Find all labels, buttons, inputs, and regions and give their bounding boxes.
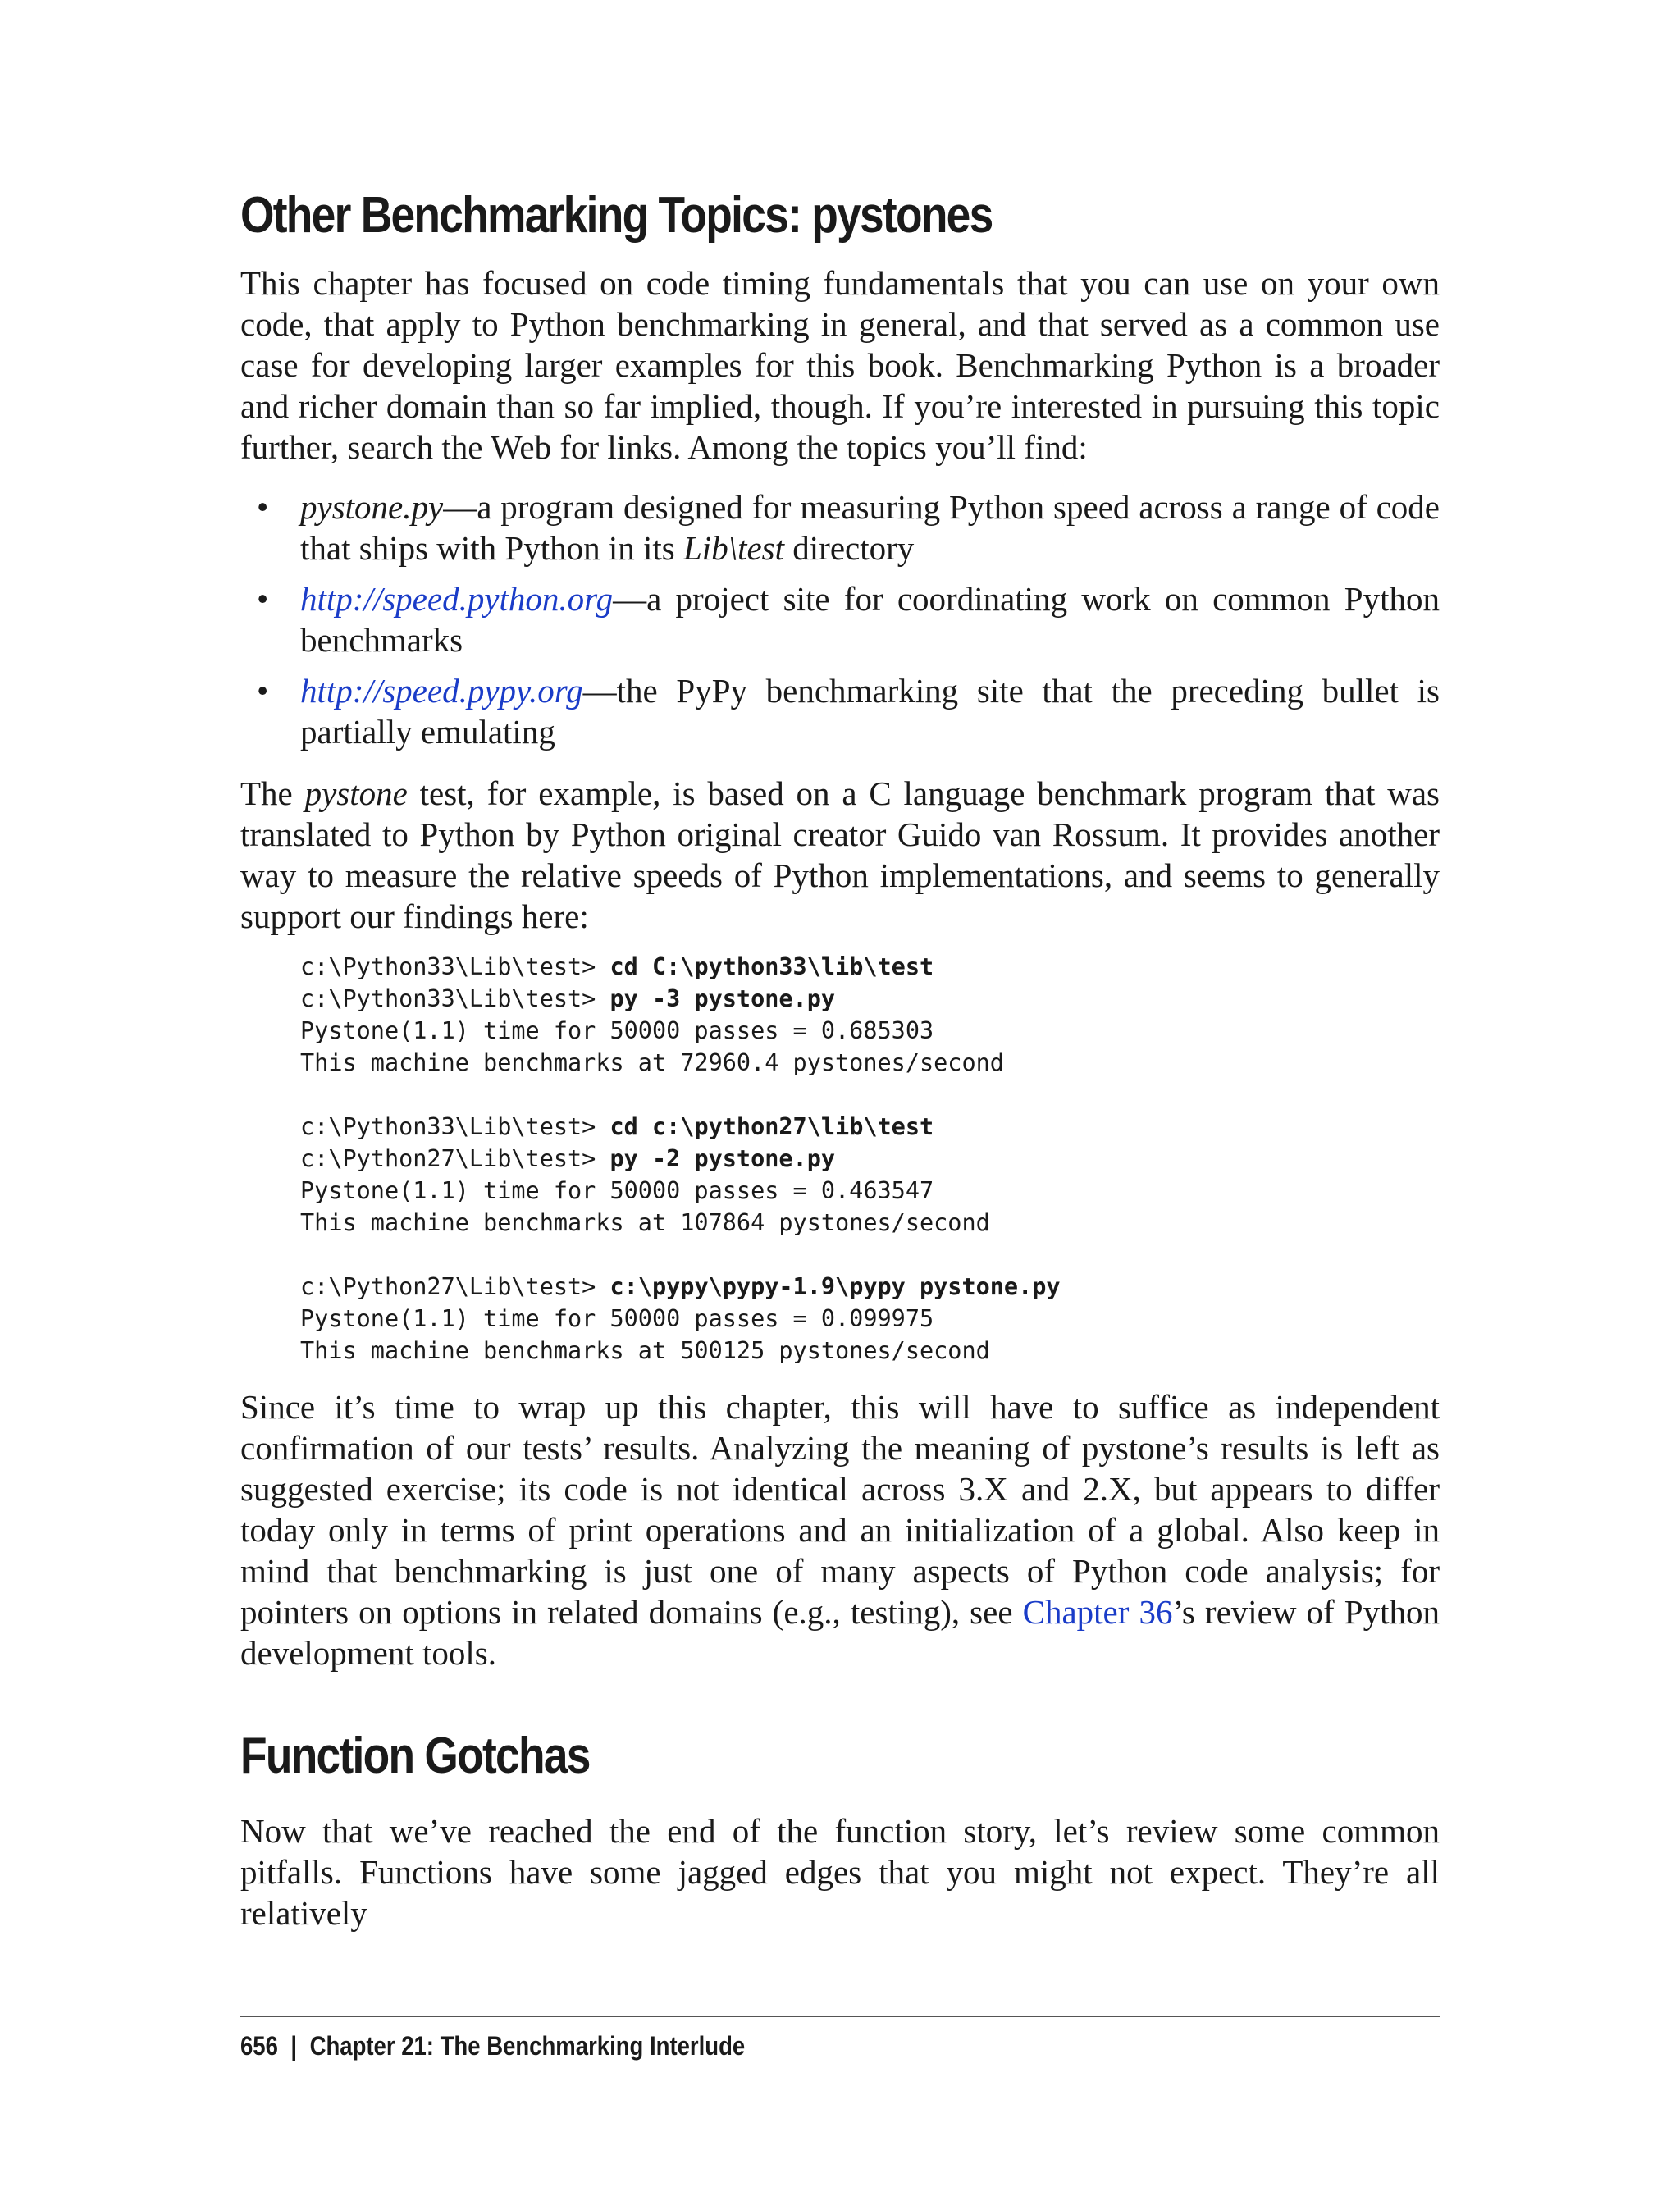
section-heading-pystones: Other Benchmarking Topics: pystones [240, 187, 993, 244]
topics-list [240, 486, 1440, 762]
code-command: py -3 pystone.py [609, 985, 836, 1012]
code-line [300, 1175, 1061, 1207]
pystone-paragraph [240, 773, 1440, 937]
paragraph-text: ’s review of Python development tools. [240, 1593, 1440, 1672]
chapter-36-link[interactable]: Chapter 36 [1022, 1593, 1173, 1631]
code-command: py -2 pystone.py [609, 1145, 836, 1172]
list-item [240, 578, 1440, 660]
code-output: c:\Python33\Lib\test> [300, 985, 610, 1012]
page-number: 656 [240, 2031, 278, 2061]
code-output: c:\Python27\Lib\test> [300, 1145, 610, 1172]
code-line [300, 1335, 1061, 1367]
code-line [300, 1143, 1061, 1175]
paragraph-text: Since it’s time to wrap up this chapter, this will have to suffice as independent confirmation of our tests’ results. Analyzing the meaning of pystone’s results is left as suggested exercise; its code is not identical across 3.X and 2.X, but appears to differ today only in terms of print operations and an initialization of a global. Also keep in mind that benchmarking is just one of many aspects of Python code analysis; for pointers on options in related domains (e.g., testing), see [240, 1388, 1440, 1631]
code-command: cd C:\python33\lib\test [609, 953, 934, 980]
code-line [300, 951, 1061, 983]
summary-paragraph [240, 1386, 1440, 1673]
list-item [240, 486, 1440, 568]
speed-pypy-link[interactable]: http://speed.pypy.org [300, 672, 583, 710]
code-listing [300, 951, 1061, 1367]
bullet-icon: • [257, 672, 269, 710]
pystone-py-term: pystone.py [300, 488, 444, 526]
code-line [300, 1111, 1061, 1143]
code-command: c:\pypy\pypy-1.9\pypy pystone.py [609, 1273, 1061, 1300]
code-line [300, 1271, 1061, 1303]
footer-chapter-title: Chapter 21: The Benchmarking Interlude [309, 2031, 746, 2061]
footer-divider [240, 2016, 1440, 2017]
code-line [300, 1079, 1061, 1111]
code-line [300, 1015, 1061, 1047]
code-line [300, 983, 1061, 1015]
code-output: This machine benchmarks at 72960.4 pystones/second [300, 1049, 1004, 1076]
code-line [300, 1047, 1061, 1079]
code-output: c:\Python33\Lib\test> [300, 953, 610, 980]
footer-separator: | [290, 2031, 298, 2061]
gotchas-paragraph: Now that we’ve reached the end of the function story, let’s review some common pitfalls. Functions have some jagged edges that you might not expect. They’re all relatively [240, 1812, 1440, 1932]
list-item-text: —a program designed for measuring Python speed across a range of code that ships with Python in its [300, 488, 1440, 567]
paragraph-text: The [240, 774, 305, 812]
section-heading-gotchas: Function Gotchas [240, 1728, 590, 1784]
code-line [300, 1207, 1061, 1239]
code-command: cd c:\python27\lib\test [609, 1113, 934, 1140]
list-item [240, 670, 1440, 752]
code-output: Pystone(1.1) time for 50000 passes = 0.099975 [300, 1305, 934, 1332]
code-output: Pystone(1.1) time for 50000 passes = 0.685303 [300, 1017, 934, 1044]
code-output: Pystone(1.1) time for 50000 passes = 0.463547 [300, 1177, 934, 1204]
intro-paragraph: This chapter has focused on code timing fundamentals that you can use on your own code, that apply to Python benchmarking in general, and that served as a common use case for developing larger examples for this book. Benchmarking Python is a broader and richer domain than so far implied, though. If you’re interested in pursuing this topic further, search the Web for links. Among the topics you’ll find: [240, 264, 1440, 466]
code-output: This machine benchmarks at 107864 pystones/second [300, 1209, 990, 1236]
code-line [300, 1239, 1061, 1271]
code-output: This machine benchmarks at 500125 pystones/second [300, 1337, 990, 1364]
bullet-icon: • [257, 488, 269, 526]
bullet-icon: • [257, 580, 269, 618]
speed-python-link[interactable]: http://speed.python.org [300, 580, 614, 618]
pystone-term: pystone [304, 774, 408, 812]
code-output: c:\Python33\Lib\test> [300, 1113, 610, 1140]
list-item-text: directory [784, 529, 915, 567]
list-item-text: —a project site for coordinating work on common Python benchmarks [300, 580, 1440, 659]
code-output: c:\Python27\Lib\test> [300, 1273, 610, 1300]
list-item-text: —the PyPy benchmarking site that the preceding bullet is partially emulating [300, 672, 1440, 751]
page-footer [240, 2029, 745, 2062]
code-line [300, 1303, 1061, 1335]
lib-test-term: Lib\test [683, 529, 785, 567]
paragraph-text: test, for example, is based on a C language benchmark program that was translated to Python by Python original creator Guido van Rossum. It provides another way to measure the relative speeds of Python implementations, and seems to generally support our findings here: [240, 774, 1440, 935]
